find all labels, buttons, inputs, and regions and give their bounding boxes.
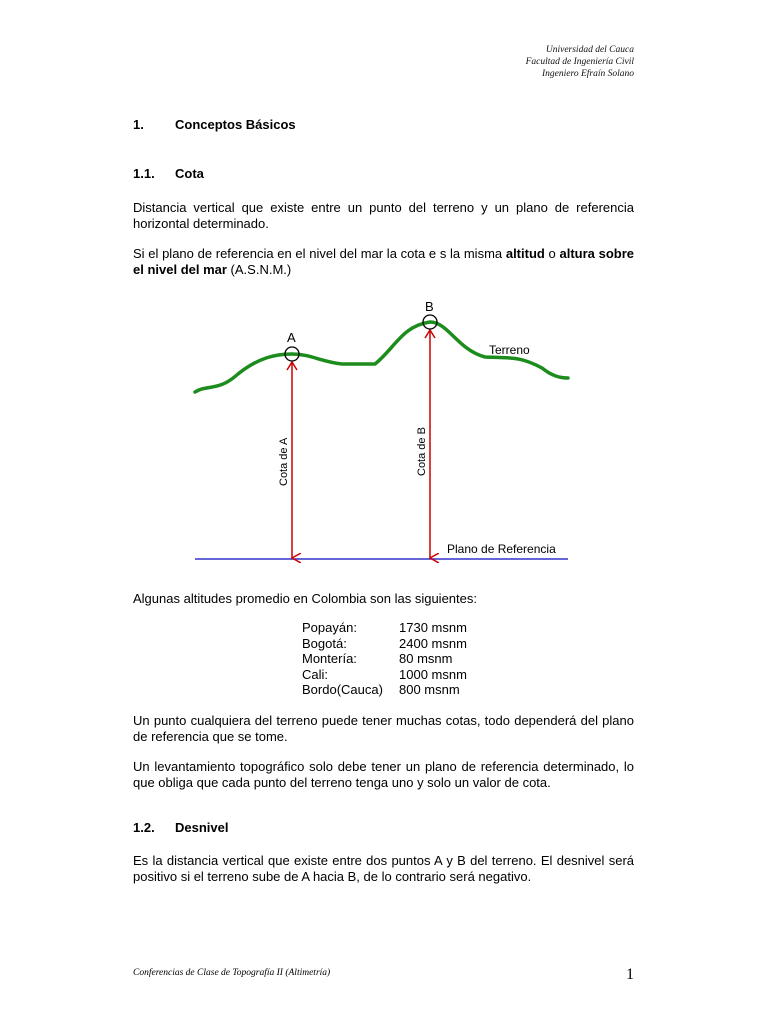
city-name: Montería: [302, 651, 357, 666]
label-plano-referencia: Plano de Referencia [447, 542, 556, 556]
altitude-value: 1730 msnm [399, 620, 467, 635]
text-run: o [544, 246, 560, 261]
city-name: Cali: [302, 666, 329, 682]
section-heading-1-2 [133, 820, 228, 835]
paragraph-desnivel-definition: Es la distancia vertical que existe entre dos puntos A y B del terreno. El desnivel será positivo si el terreno sube de A hacia B, de lo contrario será negativo. [133, 853, 634, 884]
header-university: Universidad del Cauca [545, 45, 634, 55]
bold-term-altitud: altitud [505, 246, 545, 261]
section-title: Cota [175, 166, 204, 181]
text-run: (A.S.N.M.) [226, 262, 292, 277]
table-row [302, 620, 467, 636]
section-number: 1.2. [133, 820, 155, 835]
city-name: Bogotá: [302, 635, 347, 651]
terrain-line [195, 322, 568, 392]
section-heading-1-1 [133, 166, 204, 181]
document-header [526, 44, 634, 80]
paragraph-asnm [133, 246, 634, 278]
altitude-value: 80 msnm [399, 651, 453, 666]
section-heading-1 [133, 117, 296, 132]
altitude-value: 800 msnm [399, 682, 460, 697]
header-author: Ingeniero Efraín Solano [542, 69, 634, 79]
label-cota-a: Cota de A [278, 437, 290, 486]
paragraph-single-reference: Un levantamiento topográfico solo debe tener un plano de referencia determinado, lo que obliga que cada punto del terreno tenga uno y solo un valor de cota. [133, 759, 634, 790]
text-run: Si el plano de referencia en el nivel del mar la cota e s la misma [133, 246, 506, 261]
paragraph-cota-definition: Distancia vertical que existe entre un punto del terreno y un plano de referencia horizontal determinado. [133, 200, 634, 231]
section-title: Conceptos Básicos [175, 117, 296, 132]
city-name: Popayán: [302, 620, 357, 635]
header-faculty: Facultad de Ingeniería Civil [525, 57, 634, 67]
label-point-b: B [425, 299, 434, 314]
label-point-a: A [287, 330, 296, 345]
table-row [302, 636, 467, 652]
section-title: Desnivel [175, 820, 229, 835]
label-cota-b: Cota de B [416, 427, 428, 476]
footer-course-title: Conferencias de Clase de Topografía II (Altimetría) [133, 968, 331, 978]
altitude-value: 2400 msnm [399, 635, 467, 651]
table-row [302, 651, 467, 667]
paragraph-multiple-cotas: Un punto cualquiera del terreno puede tener muchas cotas, todo dependerá del plano de referencia que se tome. [133, 713, 634, 744]
section-number: 1.1. [133, 166, 155, 181]
section-number: 1. [133, 117, 144, 132]
paragraph-altitudes-intro: Algunas altitudes promedio en Colombia son las siguientes: [133, 591, 477, 606]
page-number: 1 [626, 966, 634, 983]
altitudes-table [302, 620, 467, 698]
table-row [302, 667, 467, 683]
cota-diagram [190, 296, 572, 568]
bold-term-altura: altura sobre el nivel del mar [133, 246, 634, 277]
city-name: Bordo(Cauca) [302, 682, 383, 697]
label-terreno: Terreno [489, 343, 530, 357]
table-row [302, 682, 467, 698]
altitude-value: 1000 msnm [399, 666, 467, 682]
